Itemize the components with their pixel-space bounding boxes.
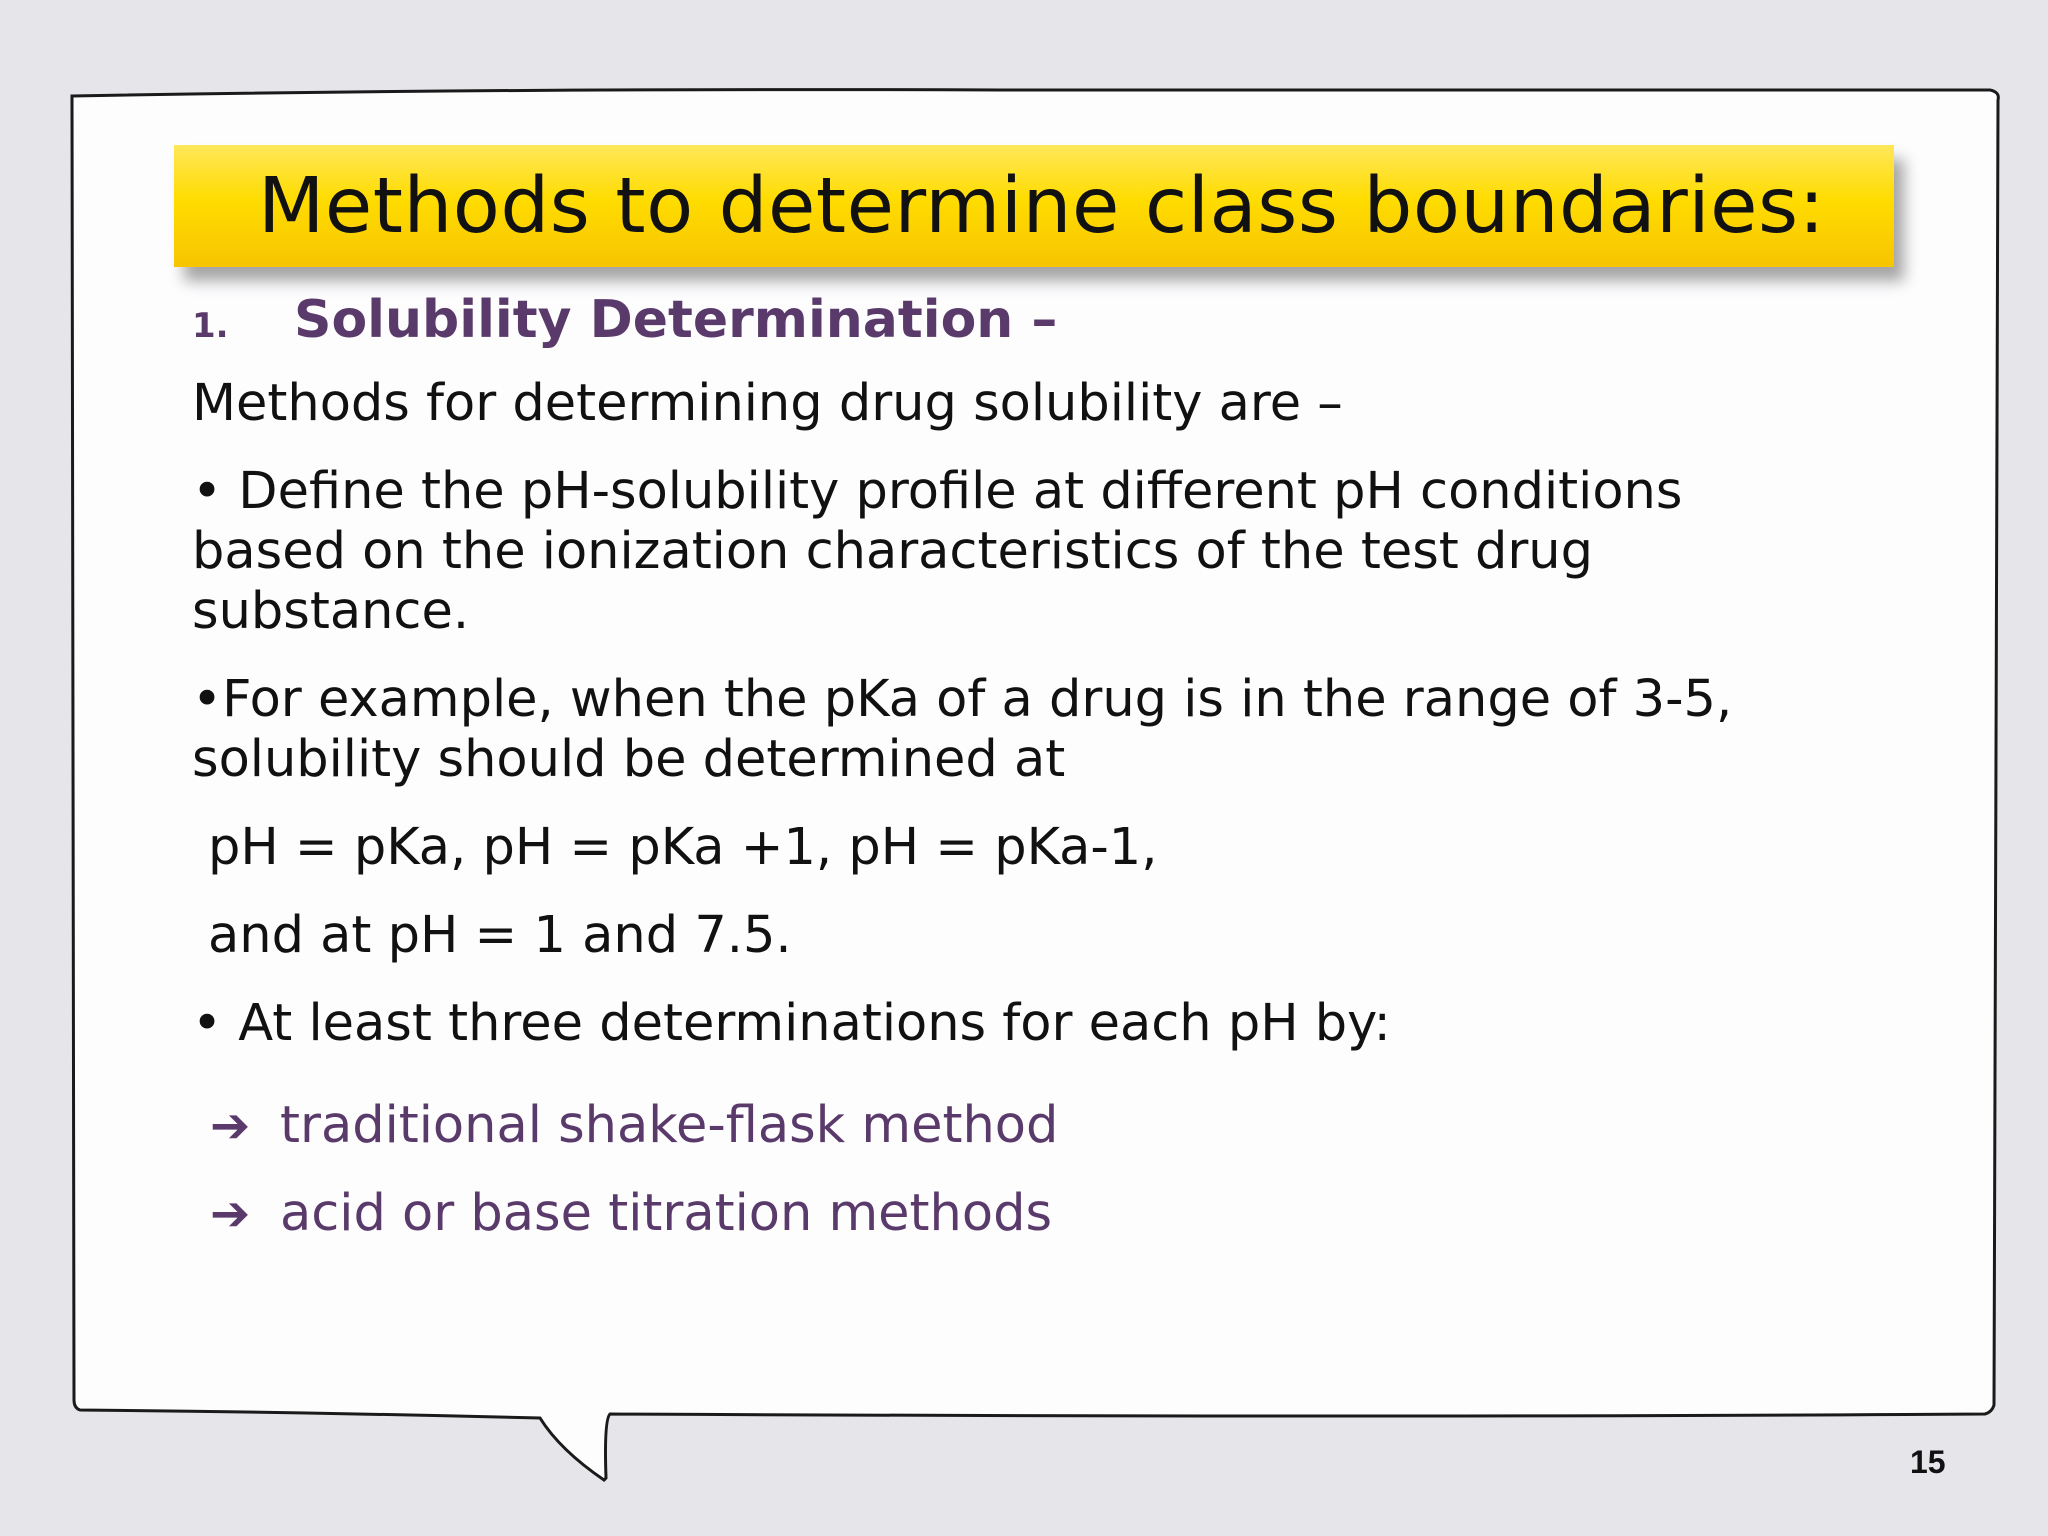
bullet-1-line-2: based on the ionization characteristics of the test drug — [192, 522, 1594, 581]
title-bar — [174, 145, 1894, 267]
bullet-1-line-1: • Define the pH-solubility profile at different pH conditions — [192, 462, 1683, 521]
intro-text: Methods for determining drug solubility are – — [192, 374, 1343, 433]
bullet-2-line-2: solubility should be determined at — [192, 730, 1066, 789]
method-item — [192, 1170, 1812, 1258]
slide-title: Methods to determine class boundaries: — [258, 161, 1826, 251]
ph-values-line: pH = pKa, pH = pKa +1, pH = pKa-1, — [208, 818, 1158, 877]
page-number: 15 — [1910, 1444, 1946, 1480]
arrow-right-icon: ➔ — [210, 1098, 251, 1154]
slide-content — [192, 290, 1812, 1258]
method-text: acid or base titration methods — [280, 1184, 1053, 1243]
section-heading — [192, 290, 1812, 374]
bullet-2-line-1: •For example, when the pKa of a drug is in the range of 3-5, — [192, 670, 1733, 729]
bullet-1-line-3: substance. — [192, 582, 470, 641]
ph-extra-line: and at pH = 1 and 7.5. — [208, 906, 792, 965]
bullet-3: • At least three determinations for each pH by: — [192, 994, 1391, 1053]
section-number: 1. — [192, 306, 229, 346]
section-heading-text: Solubility Determination – — [294, 290, 1058, 350]
method-text: traditional shake-flask method — [280, 1096, 1059, 1155]
arrow-right-icon: ➔ — [210, 1186, 251, 1242]
method-item — [192, 1082, 1812, 1170]
